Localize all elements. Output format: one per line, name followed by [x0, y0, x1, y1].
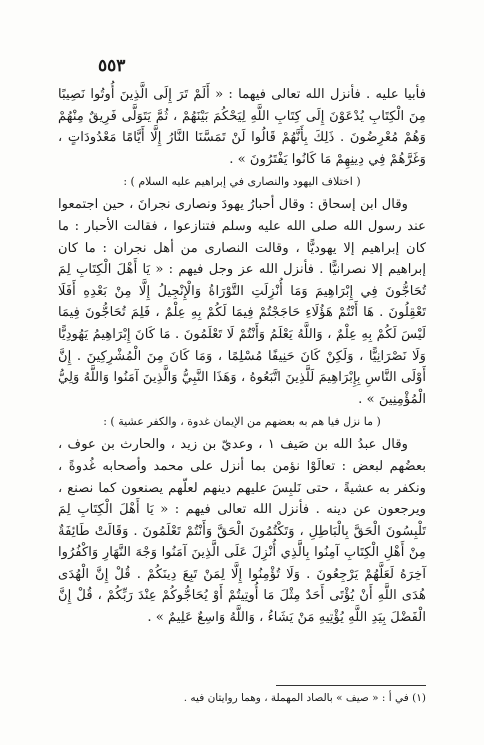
page-number: ٥٥٣: [98, 56, 126, 76]
paragraph-3: وقال عبدُ الله بن صَيف ١ ، وعديّ بن زيد ، والحارث بن عوف ، بعضُهم لبعض : تعالَوْا نؤمن بما أنزل على محمد وأصحابه غُدوةً ، ونكفر به عشيةً ، حتى نَلبِسَ عليهم دينهم لعلّهم يصنعون كما نصنع ، ويرجعون عن دينه . فأنزل الله تعالى فيهم : « يَا أَهْلَ الْكِتَابِ لِمَ تَلْبِسُونَ الْحَقَّ بِالْبَاطِلِ ، وَتَكْتُمُونَ الْحَقَّ وَأَنْتُمْ تَعْلَمُونَ . وَقَالَتْ طَائِفَةٌ مِنْ أَهْلِ الْكِتَابِ آمِنُوا بِالَّذِي أُنْزِلَ عَلَى الَّذِينَ آمَنُوا وَجْهَ النَّهَارِ وَاكْفُرُوا آخِرَهُ لَعَلَّهُمْ يَرْجِعُونَ . وَلَا تُؤْمِنُوا إِلَّا لِمَنْ تَبِعَ دِينَكُمْ . قُلْ إِنَّ الْهُدَى هُدَى اللَّهِ أَنْ يُؤْتَى أَحَدٌ مِثْلَ مَا أُوتِيتُمْ أَوْ يُحَاجُّوكُمْ عِنْدَ رَبِّكُمْ ، قُلْ إِنَّ الْفَضْلَ بِيَدِ اللَّهِ يُؤْتِيهِ مَنْ يَشَاءُ ، وَاللَّهُ وَاسِعٌ عَلِيمٌ » .: [58, 437, 426, 626]
body-text: [58, 84, 426, 629]
footnote-divider: [276, 685, 426, 686]
section-heading-2: ( ما نزل فيا هم به بعضهم من الإيمان غدوة ، والكفر عشية ) :: [103, 415, 381, 429]
paragraph-2: وقال ابن إسحاق : وقال أحبارُ يهودَ ونصارى نجرانَ ، حين اجتمعوا عند رسول الله صلى الله عليه وسلم فتنازعوا ، فقالت الأحبار : ما كان إبراهيم إلا يهوديًّا ، وقالت النصارى من أهل نجران : ما كان إبراهيم إلا نصرانيًّا . فأنزل الله عز وجل فيهم : « يَا أَهْلَ الْكِتَابِ لِمَ تُحَاجُّونَ فِي إِبْرَاهِيمَ وَمَا أُنْزِلَتِ التَّوْرَاةُ وَالْإِنْجِيلُ إِلَّا مِنْ بَعْدِهِ أَفَلَا تَعْقِلُونَ . هَا أَنْتُمْ هَؤُلَاءِ حَاجَجْتُمْ فِيمَا لَكُمْ بِهِ عِلْمٌ ، فَلِمَ تُحَاجُّونَ فِيمَا لَيْسَ لَكُمْ بِهِ عِلْمٌ ، وَاللَّهُ يَعْلَمُ وَأَنْتُمْ لَا تَعْلَمُونَ . مَا كَانَ إِبْرَاهِيمُ يَهُودِيًّا وَلَا نَصْرَانِيًّا ، وَلَكِنْ كَانَ حَنِيفًا مُسْلِمًا ، وَمَا كَانَ مِنَ الْمُشْرِكِينَ . إِنَّ أَوْلَى النَّاسِ بِإِبْرَاهِيمَ لَلَّذِينَ اتَّبَعُوهُ ، وَهَذَا النَّبِيُّ وَالَّذِينَ آمَنُوا وَاللَّهُ وَلِيُّ الْمُؤْمِنِينَ » .: [58, 197, 426, 407]
section-heading-1: ( اختلاف اليهود والنصارى في إبراهيم عليه السلام ) :: [123, 175, 361, 189]
footnote: (١) في أ : « صيف » بالصاد المهملة ، وهما روايتان فيه .: [183, 692, 426, 704]
paragraph-1: فأبيا عليه . فأنزل الله تعالى فيهما : « أَلَمْ تَرَ إِلَى الَّذِينَ أُوتُوا نَصِيبًا مِنَ الْكِتَابِ يُدْعَوْنَ إِلَى كِتَابِ اللَّهِ لِيَحْكُمَ بَيْنَهُمْ ، ثُمَّ يَتَوَلَّى فَرِيقٌ مِنْهُمْ وَهُمْ مُعْرِضُونَ . ذَلِكَ بِأَنَّهُمْ قَالُوا لَنْ تَمَسَّنَا النَّارُ إِلَّا أَيَّامًا مَعْدُودَاتٍ ، وَغَرَّهُمْ فِي دِينِهِمْ مَا كَانُوا يَفْتَرُونَ » .: [58, 87, 426, 167]
